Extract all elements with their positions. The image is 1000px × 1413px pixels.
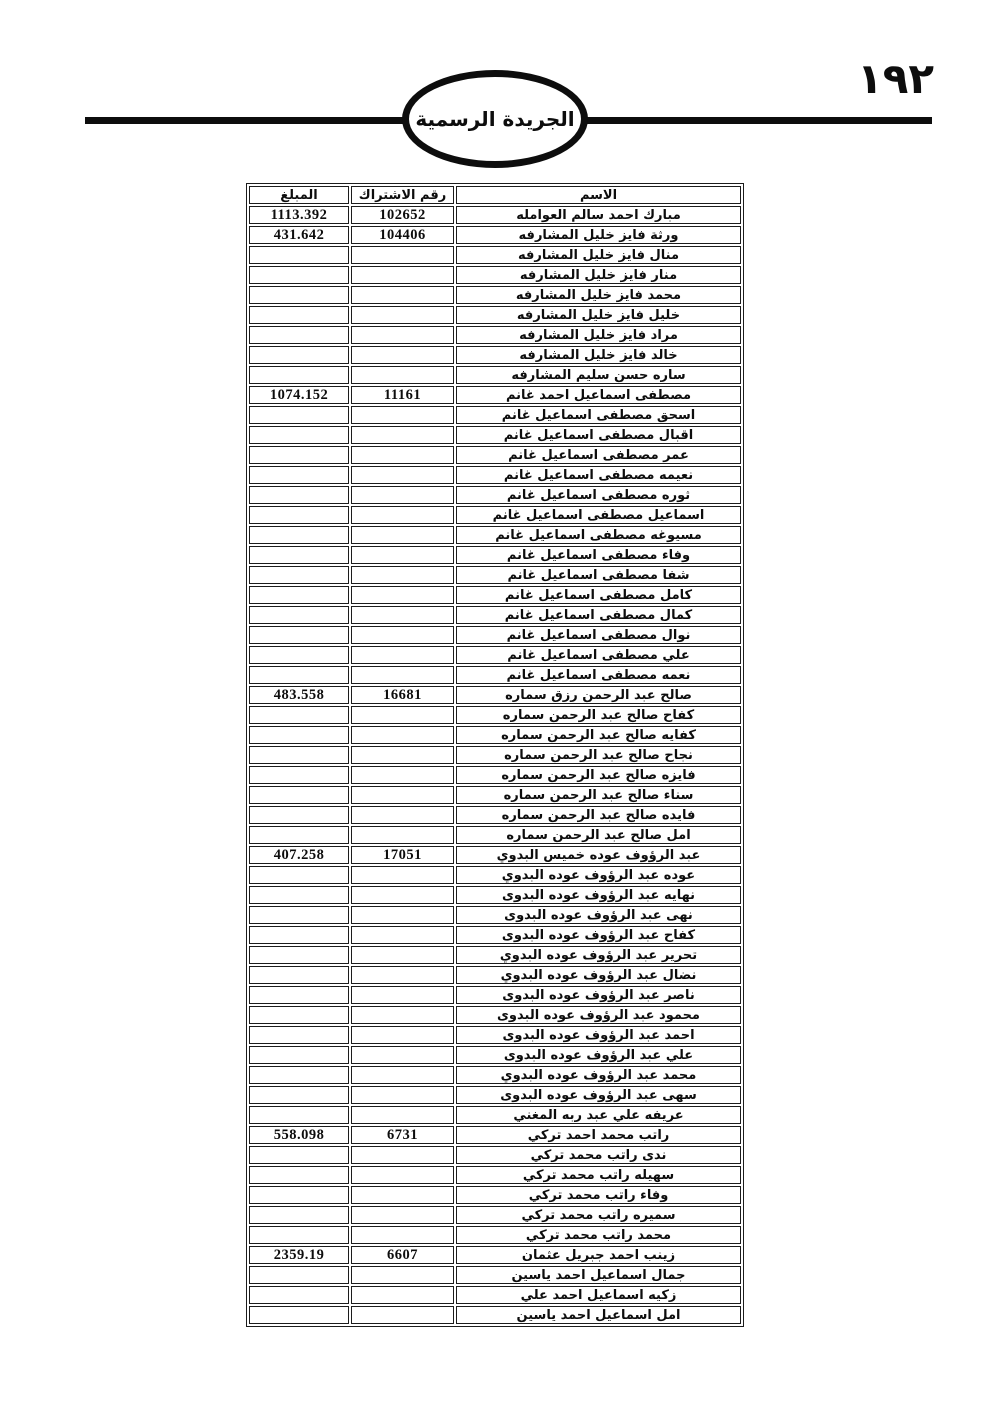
name-cell: محمد فايز خليل المشارفه bbox=[456, 286, 741, 304]
amount-cell bbox=[249, 306, 349, 324]
table-row bbox=[249, 746, 741, 764]
subscription-number-cell bbox=[351, 526, 454, 544]
subscription-number-cell: 6607 bbox=[351, 1246, 454, 1264]
name-cell: كفايه صالح عبد الرحمن سماره bbox=[456, 726, 741, 744]
subscription-number-cell bbox=[351, 486, 454, 504]
amount-cell bbox=[249, 926, 349, 944]
amount-cell: 431.642 bbox=[249, 226, 349, 244]
subscription-number-cell bbox=[351, 1286, 454, 1304]
amount-cell bbox=[249, 1226, 349, 1244]
name-cell: زينب احمد جبريل عثمان bbox=[456, 1246, 741, 1264]
amount-cell bbox=[249, 1286, 349, 1304]
subscription-number-cell bbox=[351, 406, 454, 424]
table-row bbox=[249, 806, 741, 824]
subscription-number-cell bbox=[351, 786, 454, 804]
table-row bbox=[249, 886, 741, 904]
table-row bbox=[249, 926, 741, 944]
amount-cell bbox=[249, 1306, 349, 1324]
subscription-number-cell bbox=[351, 726, 454, 744]
name-cell: مبارك احمد سالم العوامله bbox=[456, 206, 741, 224]
subscription-number-cell bbox=[351, 826, 454, 844]
table-row bbox=[249, 726, 741, 744]
subscription-number-cell bbox=[351, 446, 454, 464]
amount-cell bbox=[249, 566, 349, 584]
amount-cell bbox=[249, 726, 349, 744]
name-cell: مراد فايز خليل المشارفه bbox=[456, 326, 741, 344]
table-row bbox=[249, 246, 741, 264]
subscription-number-cell bbox=[351, 1086, 454, 1104]
name-cell: فايزه صالح عبد الرحمن سماره bbox=[456, 766, 741, 784]
subscription-number-cell bbox=[351, 546, 454, 564]
name-cell: ساره حسن سليم المشارفه bbox=[456, 366, 741, 384]
name-cell: كفاح صالح عبد الرحمن سماره bbox=[456, 706, 741, 724]
table-row bbox=[249, 366, 741, 384]
table-row bbox=[249, 586, 741, 604]
amount-cell bbox=[249, 666, 349, 684]
subscription-number-cell bbox=[351, 1046, 454, 1064]
name-cell: نهى عبد الرؤوف عوده البدوى bbox=[456, 906, 741, 924]
amount-cell bbox=[249, 546, 349, 564]
name-cell: محمود عبد الرؤوف عوده البدوى bbox=[456, 1006, 741, 1024]
amount-cell: 558.098 bbox=[249, 1126, 349, 1144]
name-cell: نجاح صالح عبد الرحمن سماره bbox=[456, 746, 741, 764]
table-row bbox=[249, 426, 741, 444]
table-row bbox=[249, 1106, 741, 1124]
name-cell: نضال عبد الرؤوف عوده البدوي bbox=[456, 966, 741, 984]
gazette-banner-title: الجريدة الرسمية bbox=[415, 107, 575, 131]
table-row bbox=[249, 686, 741, 704]
subscription-number-cell: 17051 bbox=[351, 846, 454, 864]
subscription-number-cell: 6731 bbox=[351, 1126, 454, 1144]
subscription-number-cell bbox=[351, 346, 454, 364]
name-cell: محمد عبد الرؤوف عوده البدوي bbox=[456, 1066, 741, 1084]
subscription-number-cell bbox=[351, 906, 454, 924]
name-cell: ناصر عبد الرؤوف عوده البدوى bbox=[456, 986, 741, 1004]
amount-cell bbox=[249, 466, 349, 484]
name-cell: خالد فايز خليل المشارفه bbox=[456, 346, 741, 364]
subscription-number-cell bbox=[351, 426, 454, 444]
table-row bbox=[249, 1226, 741, 1244]
subscription-number-cell bbox=[351, 1226, 454, 1244]
subscription-number-cell: 104406 bbox=[351, 226, 454, 244]
name-cell: تحرير عبد الرؤوف عوده البدوي bbox=[456, 946, 741, 964]
subscription-number-cell bbox=[351, 466, 454, 484]
table-row bbox=[249, 766, 741, 784]
amount-cell bbox=[249, 606, 349, 624]
name-cell: ورثة فايز خليل المشارفه bbox=[456, 226, 741, 244]
column-header-subscription-number: رقم الاشتراك bbox=[351, 186, 454, 204]
table-row bbox=[249, 646, 741, 664]
amount-cell bbox=[249, 986, 349, 1004]
amount-cell bbox=[249, 626, 349, 644]
amount-cell bbox=[249, 1086, 349, 1104]
table-row bbox=[249, 346, 741, 364]
name-cell: ثوره مصطفى اسماعيل غانم bbox=[456, 486, 741, 504]
subscription-number-cell bbox=[351, 706, 454, 724]
amount-cell bbox=[249, 346, 349, 364]
gazette-banner-oval bbox=[402, 70, 588, 168]
table-row bbox=[249, 786, 741, 804]
table-row bbox=[249, 486, 741, 504]
table-row bbox=[249, 946, 741, 964]
column-header-amount: المبلغ bbox=[249, 186, 349, 204]
table-row bbox=[249, 306, 741, 324]
name-cell: نوال مصطفى اسماعيل غانم bbox=[456, 626, 741, 644]
amount-cell: 1113.392 bbox=[249, 206, 349, 224]
table-row bbox=[249, 826, 741, 844]
amount-cell bbox=[249, 426, 349, 444]
name-cell: سهى عبد الرؤوف عوده البدوى bbox=[456, 1086, 741, 1104]
name-cell: اسحق مصطفى اسماعيل غانم bbox=[456, 406, 741, 424]
subscription-number-cell bbox=[351, 986, 454, 1004]
table-row bbox=[249, 666, 741, 684]
amount-cell bbox=[249, 1166, 349, 1184]
table-row bbox=[249, 1006, 741, 1024]
table-row bbox=[249, 1286, 741, 1304]
table-row bbox=[249, 206, 741, 224]
subscription-number-cell bbox=[351, 646, 454, 664]
table-row bbox=[249, 1266, 741, 1284]
name-cell: فايده صالح عبد الرحمن سماره bbox=[456, 806, 741, 824]
amount-cell bbox=[249, 1266, 349, 1284]
subscription-number-cell bbox=[351, 286, 454, 304]
amount-cell bbox=[249, 946, 349, 964]
table-row bbox=[249, 266, 741, 284]
subscription-number-cell bbox=[351, 666, 454, 684]
name-cell: اقبال مصطفى اسماعيل غانم bbox=[456, 426, 741, 444]
subscription-number-cell bbox=[351, 246, 454, 264]
amount-cell bbox=[249, 866, 349, 884]
subscription-number-cell: 16681 bbox=[351, 686, 454, 704]
amount-cell bbox=[249, 1066, 349, 1084]
name-cell: امل صالح عبد الرحمن سماره bbox=[456, 826, 741, 844]
name-cell: كامل مصطفى اسماعيل غانم bbox=[456, 586, 741, 604]
amount-cell bbox=[249, 1026, 349, 1044]
name-cell: سناء صالح عبد الرحمن سماره bbox=[456, 786, 741, 804]
table-row bbox=[249, 866, 741, 884]
subscription-number-cell bbox=[351, 1026, 454, 1044]
amount-cell bbox=[249, 1186, 349, 1204]
table-row bbox=[249, 1146, 741, 1164]
name-cell: شفا مصطفى اسماعيل غانم bbox=[456, 566, 741, 584]
subscription-number-cell bbox=[351, 1206, 454, 1224]
amount-cell bbox=[249, 246, 349, 264]
amount-cell bbox=[249, 1146, 349, 1164]
subscription-number-cell bbox=[351, 1106, 454, 1124]
name-cell: راتب محمد احمد تركي bbox=[456, 1126, 741, 1144]
subscription-number-cell bbox=[351, 926, 454, 944]
amount-cell bbox=[249, 906, 349, 924]
page-number: ١٩٢ bbox=[857, 54, 934, 103]
subscription-number-cell bbox=[351, 746, 454, 764]
amount-cell bbox=[249, 266, 349, 284]
amount-cell bbox=[249, 406, 349, 424]
amount-cell: 1074.152 bbox=[249, 386, 349, 404]
subscription-number-cell bbox=[351, 506, 454, 524]
amount-cell bbox=[249, 1046, 349, 1064]
table-row bbox=[249, 1306, 741, 1324]
name-cell: صالح عبد الرحمن رزق سماره bbox=[456, 686, 741, 704]
amount-cell bbox=[249, 1006, 349, 1024]
table-row bbox=[249, 546, 741, 564]
amount-cell bbox=[249, 446, 349, 464]
table-row bbox=[249, 226, 741, 244]
name-cell: جمال اسماعيل احمد ياسين bbox=[456, 1266, 741, 1284]
subscription-number-cell bbox=[351, 866, 454, 884]
table-row bbox=[249, 386, 741, 404]
name-cell: نعيمه مصطفى اسماعيل غانم bbox=[456, 466, 741, 484]
table-row bbox=[249, 286, 741, 304]
amount-cell bbox=[249, 806, 349, 824]
table-row bbox=[249, 1026, 741, 1044]
subscription-number-cell bbox=[351, 1066, 454, 1084]
name-cell: اسماعيل مصطفى اسماعيل غانم bbox=[456, 506, 741, 524]
subscription-number-cell bbox=[351, 566, 454, 584]
table-row bbox=[249, 986, 741, 1004]
subscription-number-cell bbox=[351, 586, 454, 604]
subscription-number-cell bbox=[351, 1006, 454, 1024]
name-cell: عوده عبد الرؤوف عوده البدوي bbox=[456, 866, 741, 884]
name-cell: وفاء راتب محمد تركي bbox=[456, 1186, 741, 1204]
table-row bbox=[249, 1166, 741, 1184]
table-row bbox=[249, 1186, 741, 1204]
table-row bbox=[249, 606, 741, 624]
table-row bbox=[249, 1126, 741, 1144]
name-cell: منال فايز خليل المشارفه bbox=[456, 246, 741, 264]
table-row bbox=[249, 906, 741, 924]
subscription-number-cell bbox=[351, 326, 454, 344]
amount-cell bbox=[249, 486, 349, 504]
name-cell: ندى راتب محمد تركي bbox=[456, 1146, 741, 1164]
column-header-name: الاسم bbox=[456, 186, 741, 204]
amount-cell bbox=[249, 826, 349, 844]
table-row bbox=[249, 526, 741, 544]
table-row bbox=[249, 846, 741, 864]
amount-cell bbox=[249, 286, 349, 304]
amount-cell bbox=[249, 1206, 349, 1224]
table-row bbox=[249, 626, 741, 644]
name-cell: علي مصطفى اسماعيل غانم bbox=[456, 646, 741, 664]
table-row bbox=[249, 446, 741, 464]
name-cell: عريفه علي عبد ربه المغني bbox=[456, 1106, 741, 1124]
table-row bbox=[249, 1046, 741, 1064]
subscription-number-cell: 102652 bbox=[351, 206, 454, 224]
name-cell: سميره راتب محمد تركي bbox=[456, 1206, 741, 1224]
subscription-number-cell bbox=[351, 266, 454, 284]
subscription-number-cell bbox=[351, 606, 454, 624]
amount-cell bbox=[249, 786, 349, 804]
table-row bbox=[249, 466, 741, 484]
name-cell: علي عبد الرؤوف عوده البدوى bbox=[456, 1046, 741, 1064]
amount-cell bbox=[249, 966, 349, 984]
name-cell: كفاح عبد الرؤوف عوده البدوى bbox=[456, 926, 741, 944]
subscription-number-cell bbox=[351, 1166, 454, 1184]
table-row bbox=[249, 1246, 741, 1264]
name-cell: وفاء مصطفى اسماعيل غانم bbox=[456, 546, 741, 564]
records-table-body bbox=[249, 206, 741, 1324]
table-row bbox=[249, 1206, 741, 1224]
subscription-number-cell bbox=[351, 306, 454, 324]
name-cell: سهيله راتب محمد تركي bbox=[456, 1166, 741, 1184]
name-cell: مسيوغه مصطفى اسماعيل غانم bbox=[456, 526, 741, 544]
name-cell: نهايه عبد الرؤوف عوده البدوى bbox=[456, 886, 741, 904]
name-cell: امل اسماعيل احمد ياسين bbox=[456, 1306, 741, 1324]
amount-cell bbox=[249, 366, 349, 384]
subscription-number-cell bbox=[351, 366, 454, 384]
name-cell: منار فايز خليل المشارفه bbox=[456, 266, 741, 284]
table-row bbox=[249, 1066, 741, 1084]
subscription-number-cell bbox=[351, 1306, 454, 1324]
amount-cell bbox=[249, 506, 349, 524]
amount-cell bbox=[249, 746, 349, 764]
records-table bbox=[246, 183, 744, 1327]
table-row bbox=[249, 706, 741, 724]
amount-cell bbox=[249, 526, 349, 544]
subscription-number-cell bbox=[351, 626, 454, 644]
amount-cell bbox=[249, 586, 349, 604]
subscription-number-cell bbox=[351, 966, 454, 984]
table-row bbox=[249, 1086, 741, 1104]
amount-cell: 2359.19 bbox=[249, 1246, 349, 1264]
amount-cell bbox=[249, 766, 349, 784]
amount-cell bbox=[249, 706, 349, 724]
table-row bbox=[249, 506, 741, 524]
amount-cell bbox=[249, 1106, 349, 1124]
name-cell: نعمه مصطفى اسماعيل غانم bbox=[456, 666, 741, 684]
table-header-row bbox=[249, 186, 741, 204]
subscription-number-cell bbox=[351, 946, 454, 964]
amount-cell: 483.558 bbox=[249, 686, 349, 704]
subscription-number-cell bbox=[351, 1266, 454, 1284]
subscription-number-cell bbox=[351, 886, 454, 904]
subscription-number-cell bbox=[351, 1186, 454, 1204]
amount-cell bbox=[249, 886, 349, 904]
subscription-number-cell bbox=[351, 1146, 454, 1164]
amount-cell: 407.258 bbox=[249, 846, 349, 864]
table-row bbox=[249, 326, 741, 344]
amount-cell bbox=[249, 326, 349, 344]
subscription-number-cell: 11161 bbox=[351, 386, 454, 404]
subscription-number-cell bbox=[351, 766, 454, 784]
table-row bbox=[249, 566, 741, 584]
name-cell: زكيه اسماعيل احمد علي bbox=[456, 1286, 741, 1304]
name-cell: كمال مصطفى اسماعيل غانم bbox=[456, 606, 741, 624]
name-cell: احمد عبد الرؤوف عوده البدوى bbox=[456, 1026, 741, 1044]
name-cell: خليل فايز خليل المشارفه bbox=[456, 306, 741, 324]
table-row bbox=[249, 406, 741, 424]
amount-cell bbox=[249, 646, 349, 664]
name-cell: عمر مصطفى اسماعيل غانم bbox=[456, 446, 741, 464]
table-row bbox=[249, 966, 741, 984]
subscription-number-cell bbox=[351, 806, 454, 824]
name-cell: محمد راتب محمد تركي bbox=[456, 1226, 741, 1244]
name-cell: مصطفى اسماعيل احمد غانم bbox=[456, 386, 741, 404]
name-cell: عبد الرؤوف عوده خميس البدوي bbox=[456, 846, 741, 864]
